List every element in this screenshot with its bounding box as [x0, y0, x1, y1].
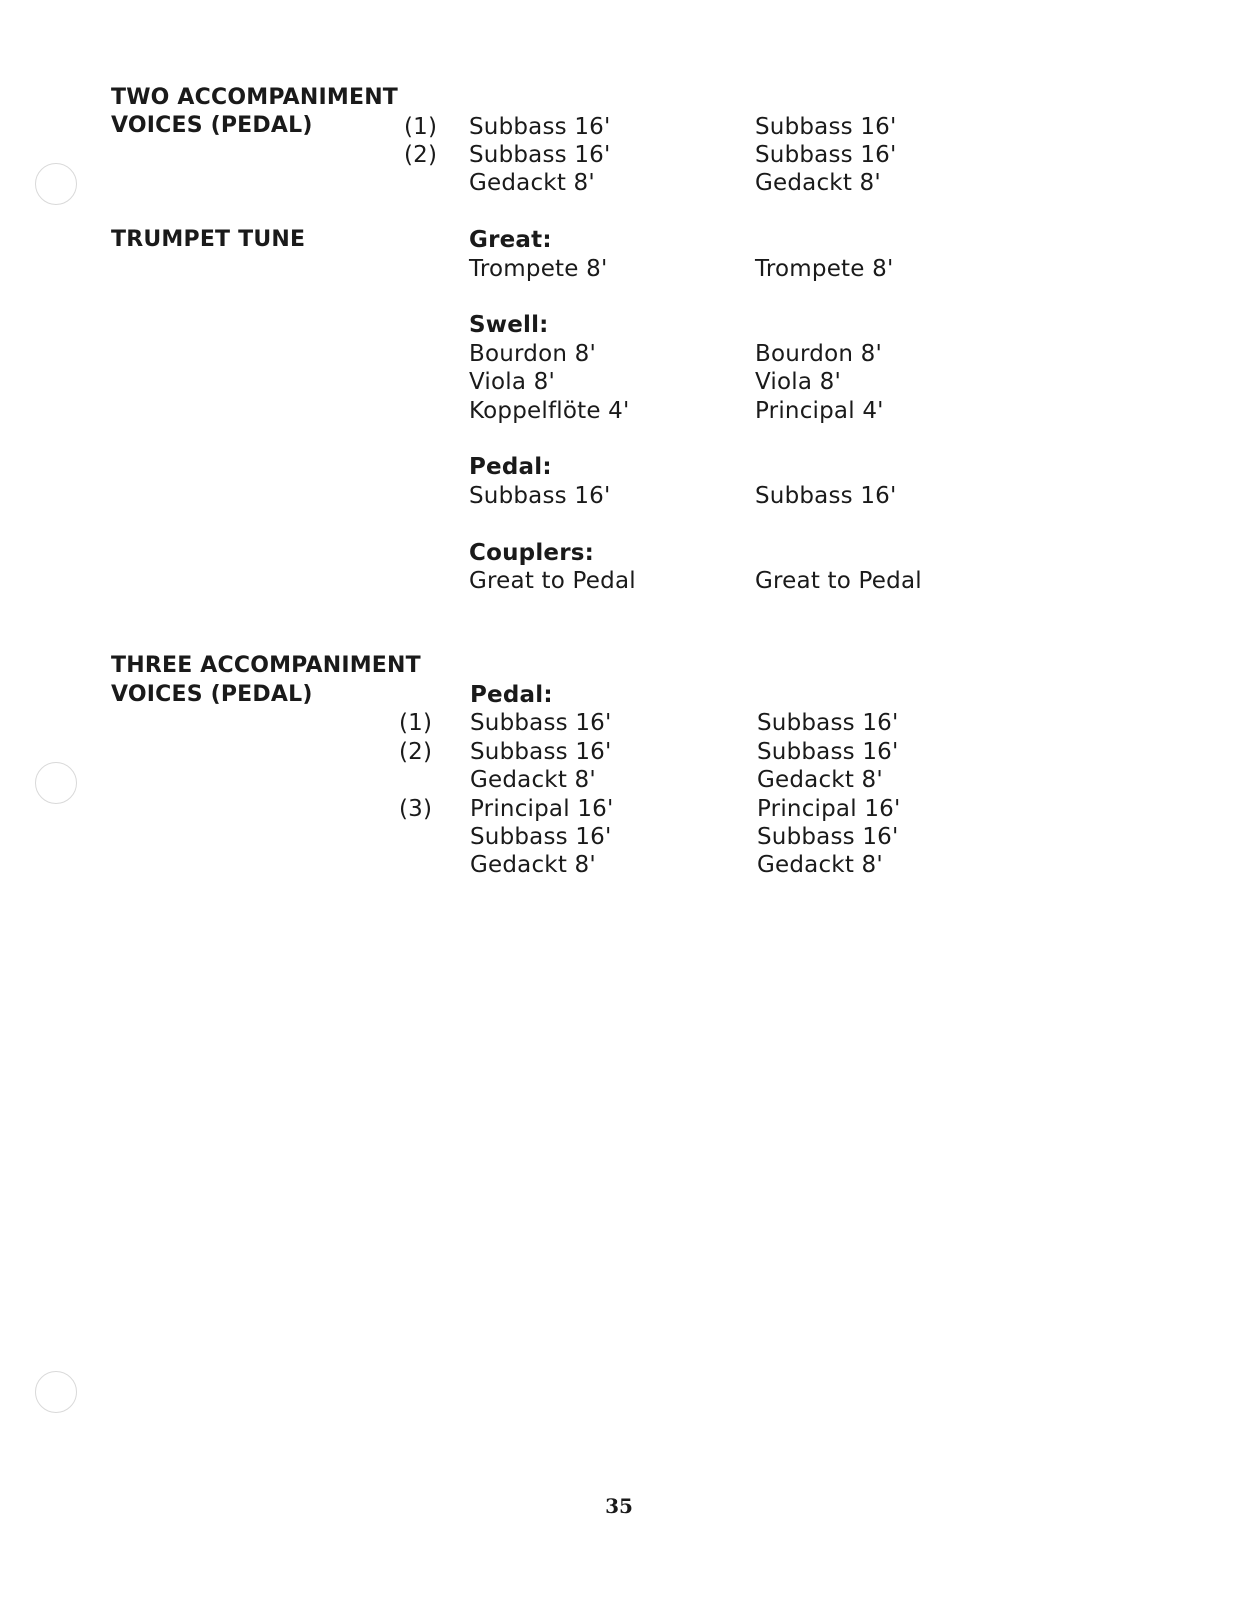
- stop-left: Bourdon 8': [469, 341, 596, 367]
- stop-left: Subbass 16': [469, 142, 611, 168]
- stop-left: Subbass 16': [470, 824, 612, 850]
- stop-right: Subbass 16': [755, 142, 897, 168]
- division-label: Great:: [469, 227, 552, 253]
- stop-right: Trompete 8': [755, 256, 894, 282]
- voice-number: (2): [399, 739, 433, 765]
- stop-right: Subbass 16': [757, 824, 899, 850]
- stop-right: Principal 4': [755, 398, 884, 424]
- stop-right: Subbass 16': [755, 114, 897, 140]
- page-number: 35: [605, 1494, 633, 1518]
- section-heading: TWO ACCOMPANIMENT: [111, 85, 399, 110]
- stop-left: Great to Pedal: [469, 568, 636, 594]
- stop-left: Subbass 16': [469, 114, 611, 140]
- stop-right: Subbass 16': [755, 483, 897, 509]
- binder-hole: [35, 1371, 77, 1413]
- stop-left: Principal 16': [470, 796, 614, 822]
- section-heading: TRUMPET TUNE: [111, 227, 306, 252]
- stop-right: Gedackt 8': [757, 852, 883, 878]
- stop-left: Subbass 16': [470, 739, 612, 765]
- binder-hole: [35, 163, 77, 205]
- section-heading: VOICES (PEDAL): [111, 682, 313, 707]
- voice-number: (1): [399, 710, 433, 736]
- stop-right: Bourdon 8': [755, 341, 882, 367]
- voice-number: (1): [404, 114, 438, 140]
- stop-left: Trompete 8': [469, 256, 608, 282]
- division-label: Pedal:: [469, 454, 552, 480]
- stop-right: Gedackt 8': [755, 170, 881, 196]
- stop-right: Gedackt 8': [757, 767, 883, 793]
- stop-left: Gedackt 8': [469, 170, 595, 196]
- section-heading: THREE ACCOMPANIMENT: [111, 653, 421, 678]
- stop-left: Gedackt 8': [470, 767, 596, 793]
- stop-left: Subbass 16': [470, 710, 612, 736]
- division-label: Pedal:: [470, 682, 553, 708]
- voice-number: (3): [399, 796, 433, 822]
- stop-right: Subbass 16': [757, 710, 899, 736]
- stop-left: Subbass 16': [469, 483, 611, 509]
- voice-number: (2): [404, 142, 438, 168]
- stop-right: Viola 8': [755, 369, 842, 395]
- division-label: Couplers:: [469, 540, 595, 566]
- division-label: Swell:: [469, 312, 549, 338]
- stop-left: Gedackt 8': [470, 852, 596, 878]
- stop-right: Subbass 16': [757, 739, 899, 765]
- stop-right: Great to Pedal: [755, 568, 922, 594]
- stop-right: Principal 16': [757, 796, 901, 822]
- stop-left: Koppelflöte 4': [469, 398, 630, 424]
- stop-left: Viola 8': [469, 369, 556, 395]
- binder-hole: [35, 762, 77, 804]
- section-heading: VOICES (PEDAL): [111, 113, 313, 138]
